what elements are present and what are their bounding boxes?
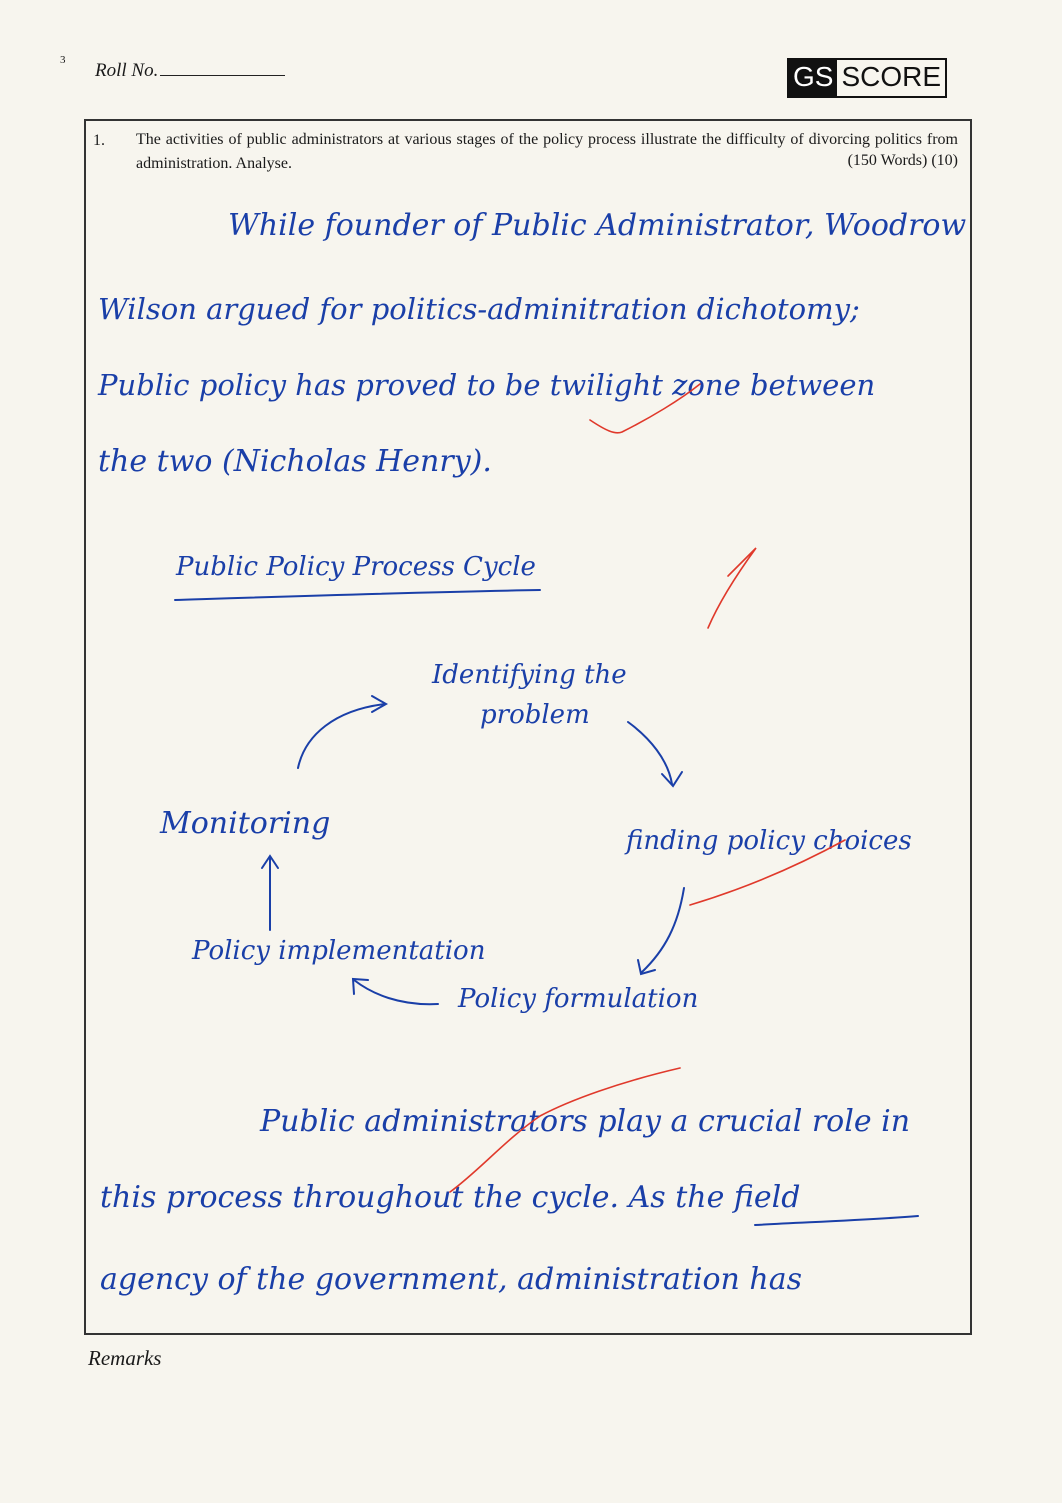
page-number: 3 bbox=[60, 54, 66, 66]
answer-line-7: agency of the government, administration has bbox=[100, 1262, 802, 1297]
brand-gs: GS bbox=[789, 60, 837, 96]
arrow-monitoring-to-identify bbox=[298, 704, 385, 768]
arrow-choices-to-formulation bbox=[642, 888, 684, 972]
question-text: The activities of public administrators at various stages of the policy process illustrate the difficulty of divorcing politics from administration. Analyse. bbox=[136, 131, 958, 172]
answer-line-3: Public policy has proved to be twilight zone between bbox=[98, 368, 876, 402]
arrow-formulation-to-implementation bbox=[354, 980, 438, 1004]
cycle-step-formulation: Policy formulation bbox=[458, 984, 699, 1014]
check-mark-4 bbox=[450, 1068, 680, 1192]
arrow-identify-to-choices bbox=[628, 722, 672, 784]
roll-number-label: Roll No. bbox=[95, 60, 159, 81]
cycle-step-identify-line2: problem bbox=[480, 700, 590, 730]
remarks-label: Remarks bbox=[88, 1346, 162, 1370]
check-mark-2 bbox=[708, 548, 756, 628]
cycle-step-monitoring: Monitoring bbox=[160, 806, 331, 841]
heading-underline bbox=[175, 590, 540, 600]
check-mark-3 bbox=[690, 840, 845, 905]
question-marks: (150 Words) (10) bbox=[847, 152, 958, 169]
check-mark-1 bbox=[590, 384, 700, 433]
answer-line-5: Public administrators play a crucial role in bbox=[260, 1104, 911, 1139]
arrow-head-choices bbox=[662, 772, 682, 786]
brand-score: SCORE bbox=[841, 61, 942, 92]
field-underline bbox=[755, 1216, 918, 1225]
answer-line-1: While founder of Public Administrator, Woodrow bbox=[228, 208, 967, 243]
question-number: 1. bbox=[93, 132, 105, 149]
answer-line-6: this process throughout the cycle. As the field bbox=[100, 1180, 801, 1215]
cycle-step-identify-line1: Identifying the bbox=[432, 660, 627, 690]
answer-line-4: the two (Nicholas Henry). bbox=[98, 444, 492, 479]
cycle-step-implementation: Policy implementation bbox=[192, 936, 486, 966]
answer-line-2: Wilson argued for politics-adminitration dichotomy; bbox=[98, 292, 860, 326]
diagram-heading: Public Policy Process Cycle bbox=[176, 552, 536, 582]
cycle-step-choices: finding policy choices bbox=[626, 826, 912, 856]
